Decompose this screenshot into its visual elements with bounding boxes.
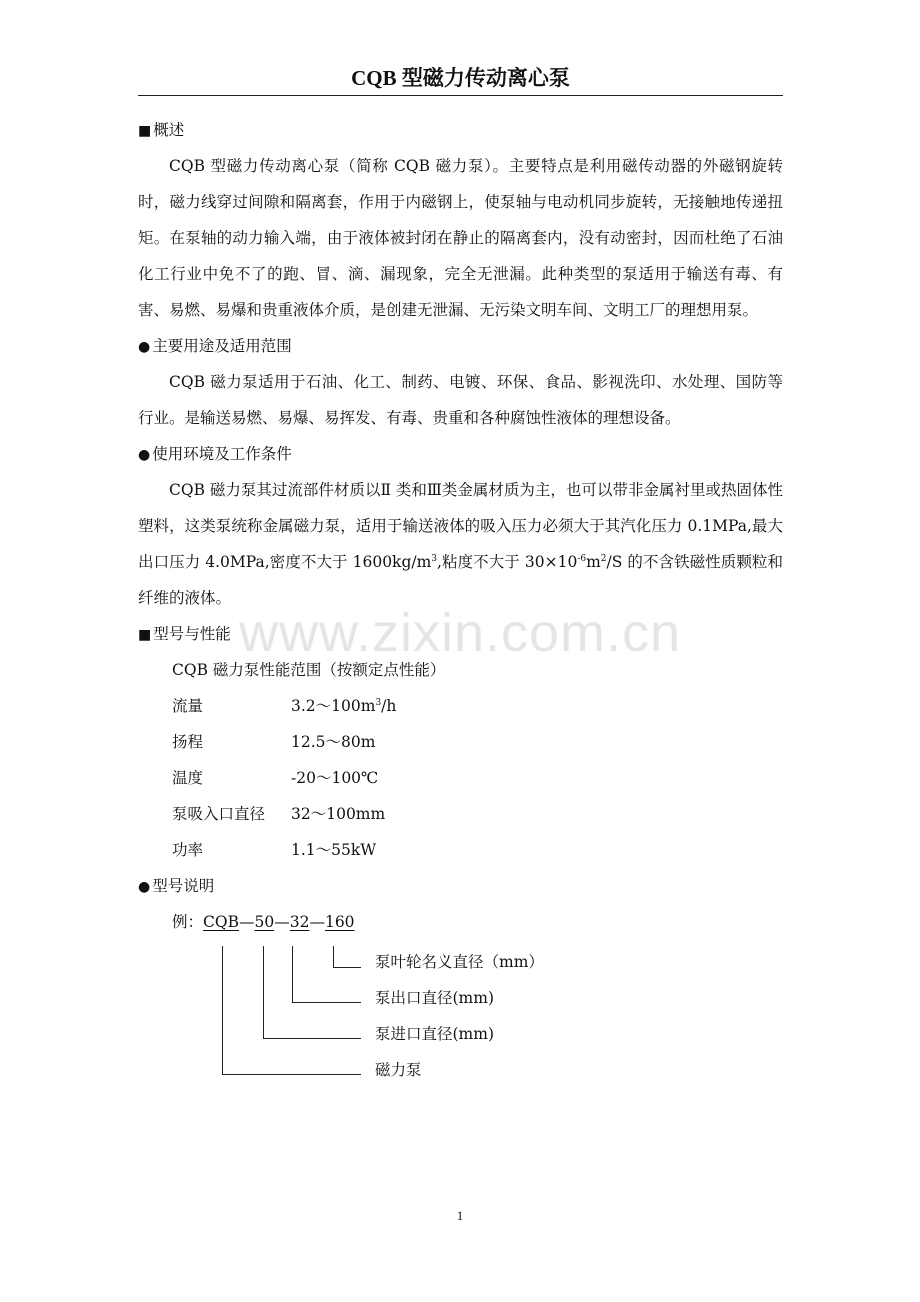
model-code-dash: — — [274, 913, 290, 931]
environment-text: ,粘度不大于 30×10 — [437, 553, 578, 571]
circle-bullet-icon: ● — [138, 447, 151, 463]
spec-row — [138, 796, 783, 832]
environment-text: /S 的不含铁磁性质颗粒和纤维的液体。 — [138, 553, 783, 607]
tree-line-horizontal — [263, 1038, 361, 1039]
model-code-impeller: 160 — [324, 913, 355, 931]
circle-bullet-icon: ● — [138, 339, 151, 355]
tree-label-inlet: 泵进口直径(mm) — [375, 1025, 494, 1043]
superscript: 3 — [431, 554, 438, 564]
superscript: -6 — [577, 554, 587, 564]
tree-line-horizontal — [222, 1074, 361, 1075]
spec-label: 功率 — [172, 841, 204, 859]
spec-value: 12.5～80m — [291, 733, 376, 751]
spec-label: 温度 — [172, 769, 204, 787]
overview-paragraph: CQB 型磁力传动离心泵（简称 CQB 磁力泵）。主要特点是利用磁传动器的外磁钢旋转时，磁力线穿过间隙和隔离套，作用于内磁钢上，使泵轴与电动机同步旋转，无接触地传递扭矩。在泵轴的动力输入端，由于液体被封闭在静止的隔离套内，没有动密封，因而杜绝了石油化工行业中免不了的跑、冒、滴、漏现象，完全无泄漏。此种类型的泵适用于输送有毒、有害、易燃、易爆和贵重液体介质，是创建无泄漏、无污染文明车间、文明工厂的理想用泵。 — [138, 157, 783, 319]
example-prefix: 例： — [172, 913, 204, 931]
spec-label: 泵吸入口直径 — [172, 805, 266, 823]
tree-label-outlet: 泵出口直径(mm) — [375, 989, 494, 1007]
square-bullet-icon: ■ — [138, 627, 152, 643]
tree-label-pump: 磁力泵 — [375, 1061, 422, 1079]
heading-text: 型号与性能 — [153, 625, 231, 643]
environment-text: m — [586, 553, 601, 571]
model-code-outlet: 32 — [289, 913, 310, 931]
tree-line-horizontal — [333, 967, 361, 968]
spec-label: 扬程 — [172, 733, 204, 751]
spec-value: 1.1～55kW — [291, 841, 377, 859]
section-heading-overview — [138, 112, 783, 148]
spec-value: 32～100mm — [291, 805, 386, 823]
heading-text: 型号说明 — [152, 877, 215, 895]
tree-line-vertical — [333, 946, 334, 968]
spec-row — [138, 832, 783, 868]
section-heading-environment — [138, 436, 783, 472]
heading-text: 使用环境及工作条件 — [152, 445, 292, 463]
model-code-dash: — — [238, 913, 255, 931]
spec-value-text: 3.2～100m — [291, 697, 376, 715]
environment-paragraph — [138, 472, 783, 616]
document-body — [138, 112, 783, 940]
spec-label: 流量 — [172, 697, 204, 715]
model-example — [138, 904, 783, 940]
performance-range-title: CQB 磁力泵性能范围（按额定点性能） — [172, 661, 446, 679]
model-code-inlet: 50 — [254, 913, 275, 931]
environment-text: CQB 磁力泵其过流部件材质以Ⅱ 类和Ⅲ类金属材质为主，也可以带非金属衬里或热固体性塑料，这类泵统称金属磁力泵，适用于输送液体的吸入压力必须大于其汽化压力 0.1MPa,最大出口压力 4.0MPa,密度不大于 1600kg/m — [138, 481, 783, 571]
page-number: 1 — [456, 1208, 464, 1223]
title-rule — [138, 95, 783, 96]
section-heading-performance — [138, 616, 783, 652]
heading-text: 主要用途及适用范围 — [152, 337, 292, 355]
page-title: CQB 型磁力传动离心泵 — [351, 66, 570, 90]
tree-line-vertical — [263, 946, 264, 1039]
superscript: 3 — [375, 698, 382, 708]
circle-bullet-icon: ● — [138, 879, 151, 895]
spec-row — [138, 724, 783, 760]
uses-paragraph: CQB 磁力泵适用于石油、化工、制药、电镀、环保、食品、影视洗印、水处理、国防等行业。是输送易燃、易爆、易挥发、有毒、贵重和各种腐蚀性液体的理想设备。 — [138, 373, 783, 427]
model-code-dash: — — [309, 913, 325, 931]
square-bullet-icon: ■ — [138, 123, 152, 139]
superscript: 2 — [600, 554, 607, 564]
watermark: www.zixin.com.cn — [238, 603, 682, 663]
model-code-series: CQB — [203, 913, 239, 931]
heading-text: 概述 — [153, 121, 185, 139]
spec-value: -20～100℃ — [291, 769, 379, 787]
tree-line-horizontal — [292, 1002, 361, 1003]
spec-row — [138, 760, 783, 796]
spec-row — [138, 688, 783, 724]
spec-value — [291, 688, 396, 724]
section-heading-uses — [138, 328, 783, 364]
tree-label-impeller: 泵叶轮名义直径（mm） — [375, 953, 544, 971]
spec-value-suffix: /h — [381, 697, 397, 715]
tree-line-vertical — [292, 946, 293, 1003]
section-heading-model-desc — [138, 868, 783, 904]
tree-line-vertical — [222, 946, 223, 1075]
